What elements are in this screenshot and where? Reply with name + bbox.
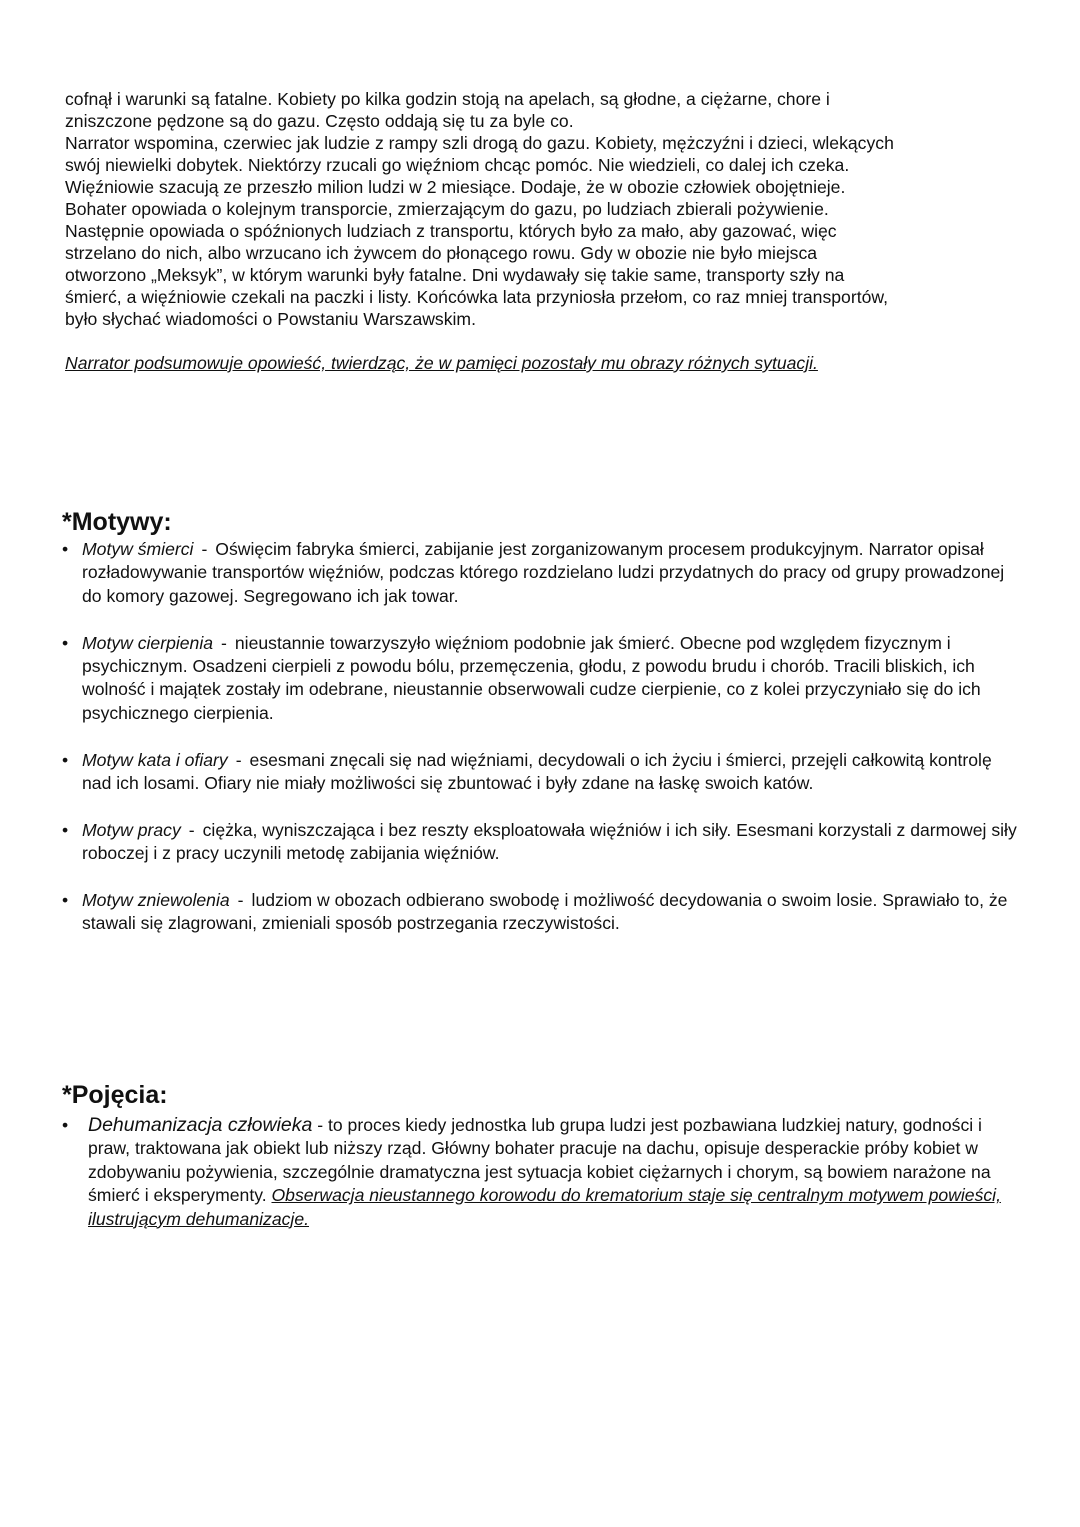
intro-line: strzelano do nich, albo wrzucano ich żywcem do płonącego rowu. Gdy w obozie nie było miejsca — [65, 243, 818, 263]
term-separator: - — [201, 539, 208, 559]
motyw-term: Motyw pracy — [82, 819, 181, 840]
intro-line: swój niewielki dobytek. Niektórzy rzucali go więźniom chcąc pomóc. Nie wiedzieli, co dalej ich czeka. — [65, 155, 850, 175]
pojecia-list — [62, 1114, 1022, 1254]
term-separator: - — [237, 890, 244, 911]
pojecia-heading: *Pojęcia: — [62, 1081, 168, 1109]
intro-line: zniszczone pędzone są do gazu. Często oddają się tu za byle co. — [65, 111, 574, 131]
motywy-heading: *Motywy: — [62, 508, 172, 536]
intro-line: Następnie opowiada o spóźnionych ludziach z transportu, których było za mało, aby gazować, więc — [65, 221, 837, 241]
bullet-icon: • — [62, 749, 69, 770]
bullet-icon: • — [62, 1115, 69, 1135]
motyw-term: Motyw cierpienia — [82, 632, 214, 653]
intro-line: Narrator wspomina, czerwiec jak ludzie z rampy szli drogą do gazu. Kobiety, mężczyźni i dzieci, wlekących — [65, 133, 894, 153]
bullet-icon: • — [62, 819, 69, 840]
motyw-term: Motyw kata i ofiary — [82, 749, 228, 770]
pojecie-term: Dehumanizacja człowieka — [88, 1114, 313, 1136]
motyw-executioner-victim-item — [62, 749, 1022, 796]
bullet-icon: • — [62, 632, 69, 653]
term-separator: - — [221, 632, 227, 653]
motyw-description: nieustannie towarzyszyło więźniom podobnie jak śmierć. Obecne pod względem fizycznym i psychicznym. Osadzeni cierpieli z powodu bólu, przemęczenia, głodu, z powodu brudu i chorób. Tracili bliskich, ich wolność i majątek zostały im odebrane, nieustannie obserwowali cudze cierpienie, co z kolei przyczyniało się do ich psychicznego cierpienia. — [82, 632, 981, 723]
motywy-list — [62, 538, 1022, 959]
bullet-icon: • — [62, 539, 69, 559]
pojecie-highlight: Obserwacja nieustannego korowodu do krematorium staje się centralnym motywem powieści, ilustrującym dehumanizacje. — [88, 1185, 1001, 1229]
intro-line: śmierć, a więźniowie czekali na paczki i listy. Końcówka lata przyniosła przełom, co raz mniej transportów, — [65, 287, 888, 307]
term-separator: - — [235, 749, 242, 770]
summary-sentence: Narrator podsumowuje opowieść, twierdząc, że w pamięci pozostały mu obrazy różnych sytuacji. — [65, 353, 818, 373]
bullet-icon: • — [62, 890, 69, 911]
motyw-description: Oświęcim fabryka śmierci, zabijanie jest zorganizowanym procesem produkcyjnym. Narrator opisał rozładowywanie transportów więźniów, podczas którego rozdzielano ludzi przydatnych do pracy od grupy prowadzonej do komory gazowej. Segregowano ich jak towar. — [82, 539, 1005, 606]
motyw-term: Motyw zniewolenia — [82, 890, 230, 911]
motyw-enslavement-item — [62, 889, 1022, 936]
pojecie-description: - to proces kiedy jednostka lub grupa ludzi jest pozbawiana ludzkiej natury, godności i praw, traktowana jak obiekt lub niższy rząd. Główny bohater pracuje na dachu, opisuje desperackie próby kobiet w zdobywaniu pożywienia, szczególnie dramatyczna jest sytuacja kobiet ciężarnych i chorym, są bowiem narażone na śmierć i eksperymenty. — [88, 1115, 991, 1206]
motyw-suffering-item — [62, 632, 1022, 726]
motyw-work-item — [62, 819, 1022, 866]
term-separator: - — [188, 819, 195, 840]
intro-line: było słychać wiadomości o Powstaniu Warszawskim. — [65, 309, 476, 329]
motyw-description: ludziom w obozach odbierano swobodę i możliwość decydowania o swoim losie. Sprawiało to, że stawali się zlagrowani, zmieniali sposób postrzegania rzeczywistości. — [82, 890, 1008, 934]
intro-line: Więźniowie szacują ze przeszło milion ludzi w 2 miesiące. Dodaje, że w obozie człowiek obojętnieje. — [65, 177, 846, 197]
pojecie-dehumanization-item — [62, 1114, 1022, 1231]
motyw-description: ciężka, wyniszczająca i bez reszty eksploatowała więźniów i ich siły. Esesmani korzystali z darmowej siły roboczej i z pracy uczynili metodę zabijania więźniów. — [82, 819, 1017, 864]
intro-line: Bohater opowiada o kolejnym transporcie, zmierzającym do gazu, po ludziach zbierali pożywienie. — [65, 199, 829, 219]
intro-paragraph — [65, 88, 1025, 330]
motyw-death-item — [62, 538, 1022, 608]
intro-line: cofnął i warunki są fatalne. Kobiety po kilka godzin stoją na apelach, są głodne, a ciężarne, chore i — [65, 89, 830, 109]
intro-line: otworzono „Meksyk”, w którym warunki były fatalne. Dni wydawały się takie same, transporty szły na — [65, 265, 845, 285]
motyw-description: esesmani znęcali się nad więźniami, decydowali o ich życiu i śmierci, przejęli całkowitą kontrolę nad ich losami. Ofiary nie miały możliwości się zbuntować i były zdane na łaskę swoich katów. — [82, 749, 992, 794]
motyw-term: Motyw śmierci — [82, 539, 194, 559]
